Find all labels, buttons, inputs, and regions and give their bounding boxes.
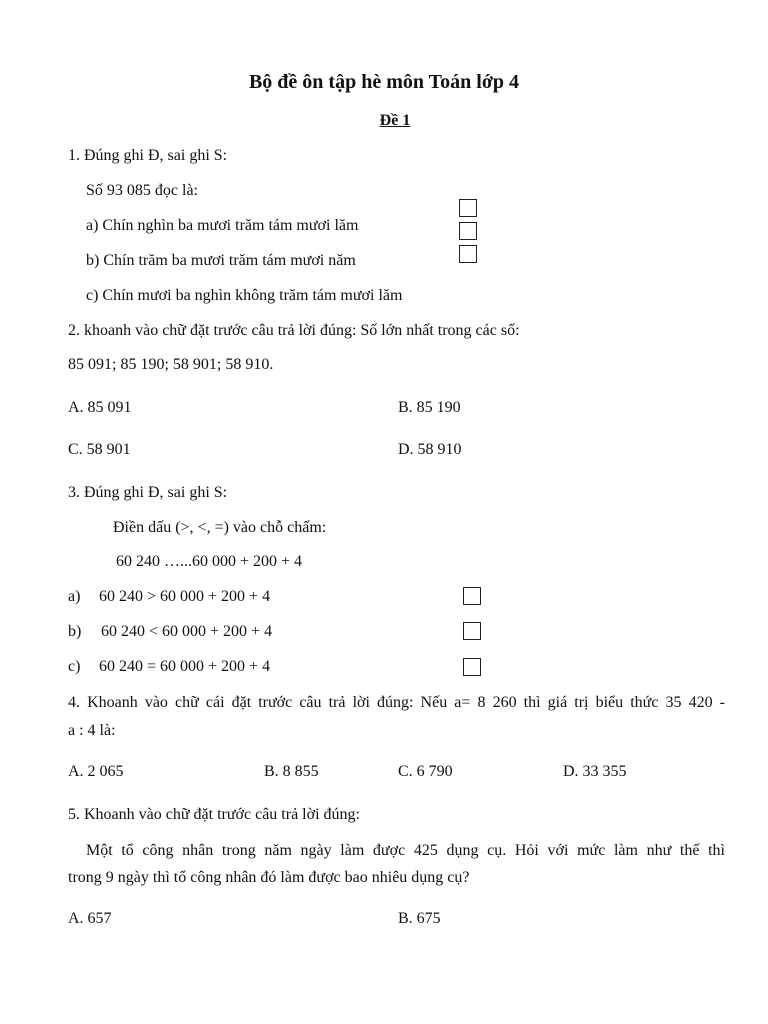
q1-answer-box-b[interactable]	[459, 222, 477, 240]
page-title: Bộ đề ôn tập hè môn Toán lớp 4	[248, 71, 520, 93]
q2-numbers: 85 091; 85 190; 58 901; 58 910.	[68, 356, 274, 373]
q3-expression: 60 240 …...60 000 + 200 + 4	[116, 553, 303, 570]
q3-option-c-label: c)	[68, 658, 81, 675]
q4-heading-line2: a : 4 là:	[68, 722, 116, 739]
q4-answer-a: A. 2 065	[68, 763, 124, 780]
q1-option-b: b) Chín trăm ba mươi trăm tám mươi năm	[86, 252, 356, 269]
q1-answer-box-c[interactable]	[459, 245, 477, 263]
q4-answer-b: B. 8 855	[264, 763, 319, 780]
q3-option-b-label: b)	[68, 623, 82, 640]
q1-option-c: c) Chín mươi ba nghìn không trăm tám mươi lăm	[86, 287, 403, 304]
q1-prompt: Số 93 085 đọc là:	[86, 182, 198, 199]
q3-option-a-label: a)	[68, 588, 81, 605]
q3-answer-box-b[interactable]	[463, 622, 481, 640]
q3-answer-box-c[interactable]	[463, 658, 481, 676]
q1-heading: 1. Đúng ghi Đ, sai ghi S:	[68, 147, 228, 164]
q2-answer-a: A. 85 091	[68, 399, 132, 416]
q3-answer-box-a[interactable]	[463, 587, 481, 605]
q4-answer-d: D. 33 355	[563, 763, 627, 780]
q5-answer-a: A. 657	[68, 910, 112, 927]
q3-option-a-text: 60 240 > 60 000 + 200 + 4	[99, 588, 271, 605]
q4-heading-line1: 4. Khoanh vào chữ cái đặt trước câu trả lời đúng: Nếu a= 8 260 thì giá trị biểu thức 35 420 -	[68, 694, 725, 711]
q3-option-b-text: 60 240 < 60 000 + 200 + 4	[101, 623, 273, 640]
q3-heading: 3. Đúng ghi Đ, sai ghi S:	[68, 484, 228, 501]
q1-option-a: a) Chín nghìn ba mươi trăm tám mươi lăm	[86, 217, 359, 234]
q1-answer-box-a[interactable]	[459, 199, 477, 217]
q2-answer-b: B. 85 190	[398, 399, 461, 416]
q2-answer-d: D. 58 910	[398, 441, 462, 458]
q2-answer-c: C. 58 901	[68, 441, 131, 458]
q4-answer-c: C. 6 790	[398, 763, 453, 780]
q5-problem-line1: Một tổ công nhân trong năm ngày làm được 425 dụng cụ. Hỏi với mức làm như thế thì	[86, 842, 725, 859]
q3-option-c-text: 60 240 = 60 000 + 200 + 4	[99, 658, 271, 675]
q2-heading: 2. khoanh vào chữ đặt trước câu trả lời đúng: Số lớn nhất trong các số:	[68, 322, 520, 339]
q3-instruction: Điền dấu (>, <, =) vào chỗ chấm:	[113, 519, 327, 536]
q5-problem-line2: trong 9 ngày thì tổ công nhân đó làm được bao nhiêu dụng cụ?	[68, 869, 470, 886]
exam-number: Đề 1	[379, 112, 411, 129]
q5-heading: 5. Khoanh vào chữ đặt trước câu trả lời đúng:	[68, 806, 360, 823]
q5-answer-b: B. 675	[398, 910, 441, 927]
